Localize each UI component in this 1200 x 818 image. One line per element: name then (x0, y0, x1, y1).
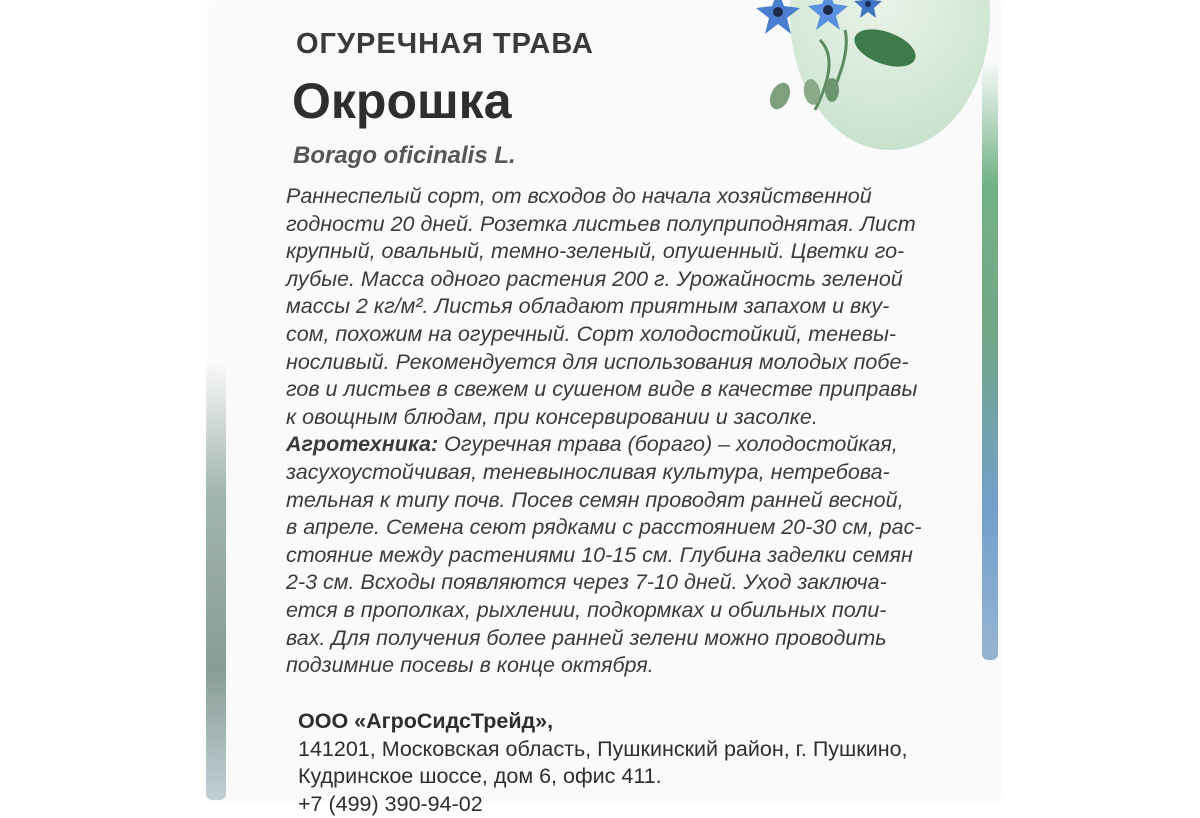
description-line: лубые. Масса одного растения 200 г. Урожайность зеленой (286, 266, 903, 291)
left-edge-decoration (206, 360, 226, 800)
description-line: крупный, овальный, темно-зеленый, опушенный. Цветки го- (286, 239, 905, 264)
agrotech-line: ется в прополках, рыхлении, подкормках и обильных поли- (286, 597, 887, 622)
agrotech-text: Огуречная трава (бораго) – холодостойкая, (438, 432, 898, 457)
agrotech-line: засухоустойчивая, теневыносливая культура, нетребова- (286, 459, 890, 484)
description-block (286, 183, 986, 680)
description-line: Раннеспелый сорт, от всходов до начала хозяйственной (286, 184, 872, 208)
company-address-line2: Кудринское шоссе, дом 6, офис 411. (298, 764, 662, 789)
latin-name: Borago oficinalis L. (293, 142, 516, 169)
agrotech-first-line (286, 431, 986, 459)
description-line: носливый. Рекомендуется для использования молодых побе- (286, 349, 909, 374)
agrotech-line: стояние между растениями 10-15 см. Глубина заделки семян (286, 542, 913, 567)
agrotech-line: тельная к типу почв. Посев семян проводят ранней весной, (286, 487, 904, 512)
description-line: годности 20 дней. Розетка листьев полуприподнятая. Лист (286, 211, 916, 236)
description-line: к овощным блюдам, при консервировании и засолке. (286, 404, 818, 429)
company-phone: +7 (499) 390-94-02 (298, 791, 483, 816)
agrotech-line: подзимние посевы в конце октября. (286, 653, 654, 678)
agrotech-label: Агротехника: (286, 432, 439, 457)
borage-flower-icon (720, 0, 920, 120)
company-address-line1: 141201, Московская область, Пушкинский район, г. Пушкино, (298, 736, 908, 761)
company-name: ООО «АгроСидсТрейд», (298, 709, 554, 733)
agrotech-line: в апреле. Семена сеют рядками с расстоянием 20-30 см, рас- (286, 515, 922, 540)
description-line: гов и листьев в свежем и сушеном виде в качестве приправы (286, 377, 918, 402)
description-line: сом, похожим на огуречный. Сорт холодостойкий, теневы- (286, 321, 897, 346)
agrotech-line: 2-3 см. Всходы появляются через 7-10 дней. Уход заключа- (286, 570, 887, 595)
category-title: ОГУРЕЧНАЯ ТРАВА (296, 28, 594, 60)
variety-title: Окрошка (292, 73, 512, 129)
agrotech-line: вах. Для получения более ранней зелени можно проводить (286, 625, 887, 650)
company-info (298, 708, 978, 818)
description-line: массы 2 кг/м². Листья обладают приятным запахом и вку- (286, 294, 890, 319)
